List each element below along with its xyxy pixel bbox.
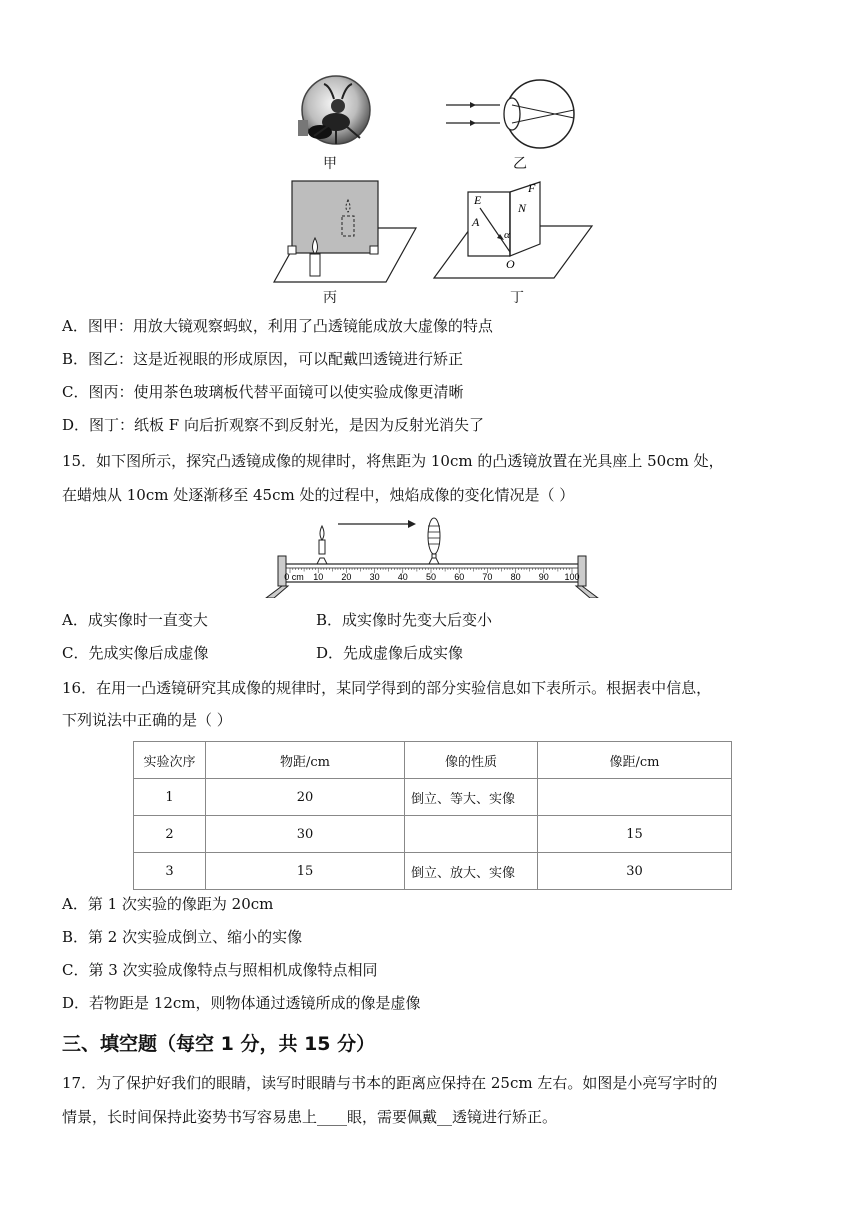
figure-ding-reflection bbox=[430, 178, 595, 288]
caption-yi: 乙 bbox=[513, 156, 527, 172]
table-header-row bbox=[134, 742, 732, 779]
q14-option-a: A．图甲：用放大镜观察蚂蚁，利用了凸透镜能成放大虚像的特点 bbox=[62, 317, 493, 335]
q17-stem-line1: 17．为了保护好我们的眼睛，读写时眼睛与书本的距离应保持在 25cm 左右。如图是小亮写字时的 bbox=[62, 1074, 718, 1092]
q16-option-d: D．若物距是 12cm，则物体通过透镜所成的像是虚像 bbox=[62, 994, 421, 1012]
q14-option-b: B．图乙：这是近视眼的形成原因，可以配戴凹透镜进行矫正 bbox=[62, 350, 464, 368]
table-row bbox=[134, 816, 732, 853]
table-cell: 15 bbox=[206, 853, 405, 890]
bench-tick-label: 70 bbox=[482, 572, 493, 582]
q16-stem-line1: 16．在用一凸透镜研究其成像的规律时，某同学得到的部分实验信息如下表所示。根据表中信息， bbox=[62, 679, 712, 697]
q15-option-b: B．成实像时先变大后变小 bbox=[316, 611, 493, 629]
experiment-table bbox=[133, 741, 732, 890]
table-cell: 3 bbox=[134, 853, 206, 890]
q15-stem-line2: 在蜡烛从 10cm 处逐渐移至 45cm 处的过程中，烛焰成像的变化情况是（ ） bbox=[62, 486, 575, 504]
bench-tick-label: 90 bbox=[538, 572, 549, 582]
table-cell: 30 bbox=[206, 816, 405, 853]
ding-label-O: O bbox=[506, 257, 515, 271]
bench-tick-label: 40 bbox=[397, 572, 408, 582]
table-cell: 1 bbox=[134, 779, 206, 816]
ding-label-alpha: α bbox=[504, 229, 510, 241]
table-header-cell: 像距/cm bbox=[538, 742, 732, 779]
q14-option-c: C．图丙：使用茶色玻璃板代替平面镜可以使实验成像更清晰 bbox=[62, 383, 464, 401]
bench-tick-label: 60 bbox=[454, 572, 465, 582]
table-cell bbox=[405, 816, 538, 853]
table-cell: 倒立、放大、实像 bbox=[405, 853, 538, 890]
caption-bing: 丙 bbox=[323, 290, 337, 306]
q15-stem-line1: 15．如下图所示，探究凸透镜成像的规律时，将焦距为 10cm 的凸透镜放置在光具座上 50cm 处， bbox=[62, 452, 724, 470]
q15-option-a: A．成实像时一直变大 bbox=[62, 611, 208, 629]
section-heading: 三、填空题（每空 1 分，共 15 分） bbox=[62, 1033, 376, 1055]
q16-option-c: C．第 3 次实验成像特点与照相机成像特点相同 bbox=[62, 961, 378, 979]
caption-jia: 甲 bbox=[323, 156, 337, 172]
q14-option-d: D．图丁：纸板 F 向后折观察不到反射光，是因为反射光消失了 bbox=[62, 416, 484, 434]
table-header-cell: 像的性质 bbox=[405, 742, 538, 779]
table-header-cell: 实验次序 bbox=[134, 742, 206, 779]
figure-optical-bench bbox=[262, 512, 602, 598]
q15-option-c: C．先成实像后成虚像 bbox=[62, 644, 209, 662]
bench-tick-label: 20 bbox=[341, 572, 352, 582]
table-cell: 30 bbox=[538, 853, 732, 890]
figure-yi-eye bbox=[440, 78, 590, 150]
bench-tick-label: 30 bbox=[369, 572, 380, 582]
bench-tick-label: 80 bbox=[510, 572, 521, 582]
table-cell: 2 bbox=[134, 816, 206, 853]
table-cell: 15 bbox=[538, 816, 732, 853]
bench-tick-label: 10 bbox=[313, 572, 324, 582]
bench-tick-label: 0 cm bbox=[284, 572, 304, 582]
ding-label-N: N bbox=[518, 201, 527, 215]
figure-jia-magnifier-ant bbox=[290, 70, 380, 160]
figure-bing-plane-mirror bbox=[270, 178, 420, 288]
ding-label-A: A bbox=[472, 215, 480, 229]
table-header-cell: 物距/cm bbox=[206, 742, 405, 779]
table-cell: 20 bbox=[206, 779, 405, 816]
ding-label-E: E bbox=[474, 193, 482, 207]
q17-stem-line2: 情景，长时间保持此姿势书写容易患上____眼，需要佩戴__透镜进行矫正。 bbox=[62, 1108, 558, 1126]
table-row bbox=[134, 779, 732, 816]
q16-stem-line2: 下列说法中正确的是（ ） bbox=[62, 711, 232, 729]
caption-ding: 丁 bbox=[510, 290, 524, 306]
table-cell bbox=[538, 779, 732, 816]
table-cell: 倒立、等大、实像 bbox=[405, 779, 538, 816]
ding-label-F: F bbox=[528, 181, 536, 195]
q16-option-a: A．第 1 次实验的像距为 20cm bbox=[62, 895, 274, 913]
bench-tick-label: 100 bbox=[564, 572, 580, 582]
table-row bbox=[134, 853, 732, 890]
q16-option-b: B．第 2 次实验成倒立、缩小的实像 bbox=[62, 928, 303, 946]
bench-tick-label: 50 bbox=[425, 572, 437, 582]
q15-option-d: D．先成虚像后成实像 bbox=[316, 644, 464, 662]
